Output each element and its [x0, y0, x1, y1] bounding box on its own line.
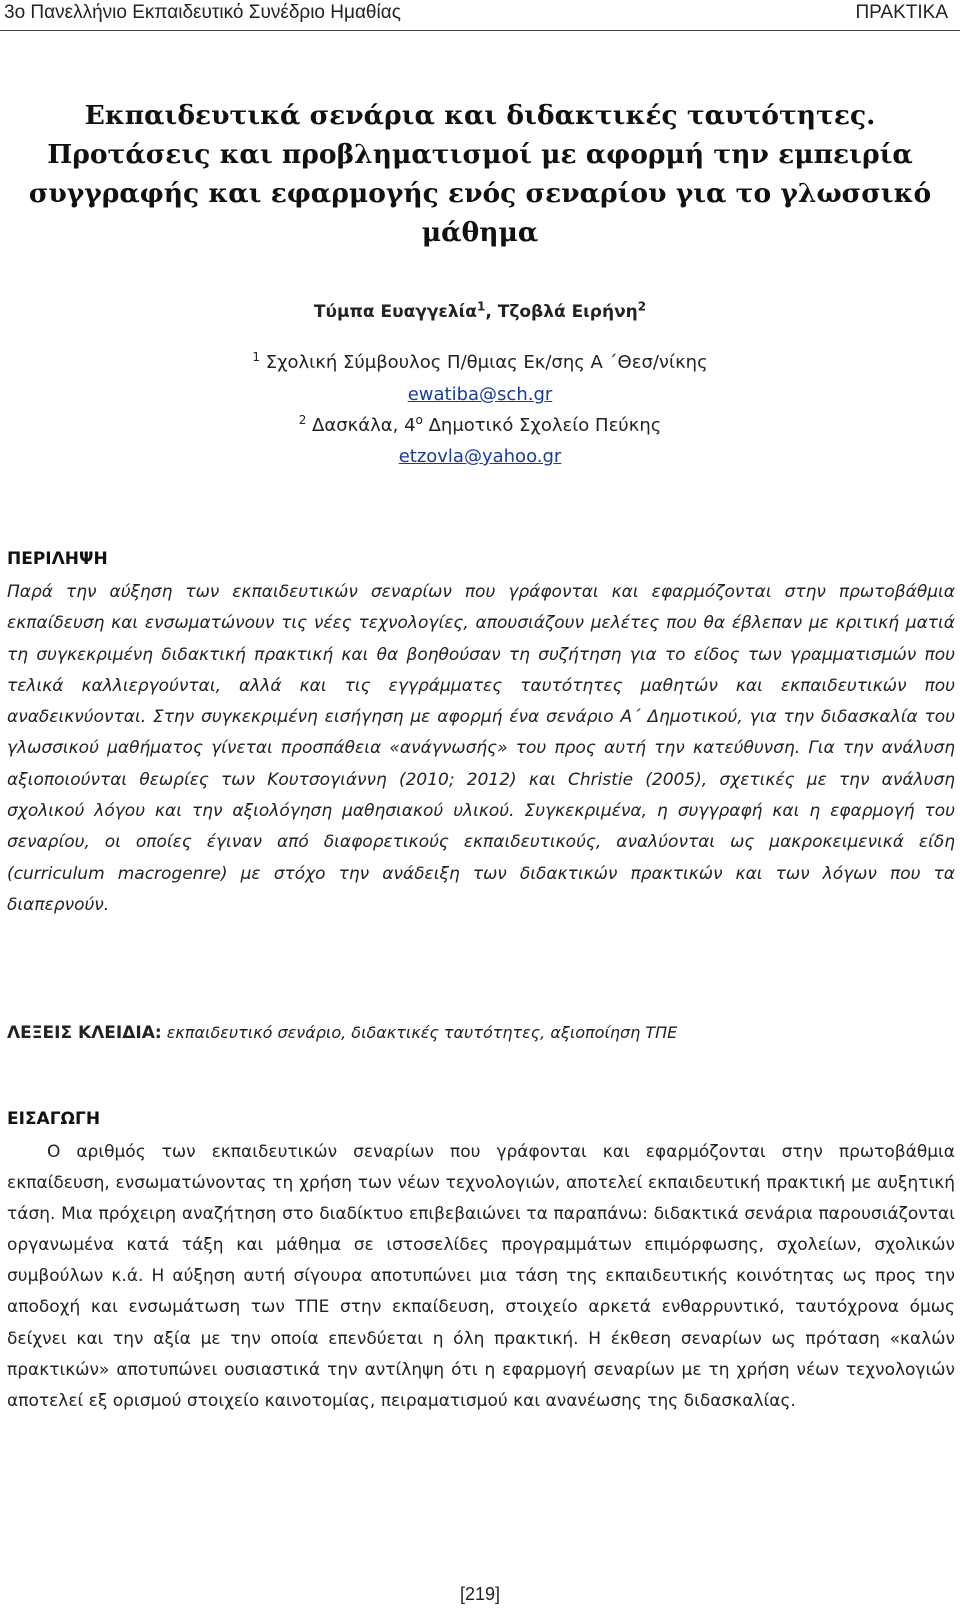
title-line-2: Προτάσεις και προβληματισμοί με αφορμή την εμπειρία — [47, 139, 913, 170]
author-1-marker: 1 — [476, 299, 486, 314]
keywords-label: ΛΕΞΕΙΣ ΚΛΕΙΔΙΑ: — [7, 1023, 162, 1043]
paper-title — [0, 96, 960, 252]
author-2: Τζοβλά Ειρήνη — [497, 302, 638, 322]
affiliation-2 — [0, 415, 960, 436]
abstract-heading: ΠΕΡΙΛΗΨΗ — [7, 549, 108, 569]
email-1-link[interactable]: ewatiba@sch.gr — [407, 384, 553, 405]
affiliation-2-text-b: Δημοτικό Σχολείο Πεύκης — [422, 415, 662, 436]
proceedings-label: ΠΡΑΚΤΙΚΑ — [855, 2, 948, 23]
keywords-text: εκπαιδευτικό σενάριο, διδακτικές ταυτότητες, αξιοποίηση ΤΠΕ — [161, 1023, 678, 1042]
affiliation-2-text-a: Δασκάλα, 4 — [306, 415, 416, 436]
page-number: [219] — [459, 1584, 501, 1604]
abstract-text: Παρά την αύξηση των εκπαιδευτικών σεναρίων που γράφονται και εφαρμόζονται στην πρωτοβάθμια εκπαίδευση και ενσωματώνουν τις νέες τεχνολογίες, απουσιάζουν μελέτες που θα έβλεπαν με κριτική ματιά τη συγκεκριμένη διδακτική πρακτική και θα βοηθούσαν τη συζήτηση για το είδος των γραμματισμών που τελικά καλλιεργούνται, αλλά και τις εγγράμματες ταυτότητες μαθητών και εκπαιδευτικών που αναδεικνύονται. Στην συγκεκριμένη εισήγηση με αφορμή ένα σενάριο Α΄ Δημοτικού, για την διδασκαλία του γλωσσικού μαθήματος γίνεται προσπάθεια «ανάγνωσής» του προς αυτή την κατεύθυνση. Για την ανάλυση αξιοποιούνται θεωρίες των Κουτσογιάννη (2010; 2012) και Christie (2005), σχετικές με την ανάλυση σχολικού λόγου και την αξιολόγηση μαθησιακού υλικού. Συγκεκριμένα, η συγγραφή και η εφαρμογή του σεναρίου, οι οποίες έγιναν από διαφορετικούς εκπαιδευτικούς, αναλύονται ως μακροκειμενικά είδη (curriculum macrogenre) με στόχο την ανάδειξη των διδακτικών πρακτικών και των λόγων που τα διαπερνούν. — [7, 582, 955, 915]
introduction-heading: ΕΙΣΑΓΩΓΗ — [7, 1109, 101, 1129]
running-header — [0, 0, 960, 31]
conference-name: 3ο Πανελλήνιο Εκπαιδευτικό Συνέδριο Ημαθίας — [4, 2, 401, 23]
affiliation-2-marker: 2 — [298, 413, 307, 427]
introduction-text: Ο αριθμός των εκπαιδευτικών σεναρίων που γράφονται και εφαρμόζονται στην πρωτοβάθμια εκπαίδευση, ενσωματώνοντας τη χρήση των νέων τεχνολογιών, αποτελεί εκπαιδευτική πρακτική με αυξητική τάση. Μια πρόχειρη αναζήτηση στο διαδίκτυο επιβεβαιώνει τα παραπάνω: διδακτικά σενάρια παρουσιάζονται οργανωμένα κατά τάξη και μάθημα σε ιστοσελίδες προγραμμάτων επιμόρφωσης, σχολείων, σχολικών συμβούλων κ.ά. Η αύξηση αυτή σίγουρα αποτυπώνει μια τάση της εκπαιδευτικής κοινότητας ως προς την αποδοχή και ενσωμάτωση των ΤΠΕ στην εκπαίδευση, στοιχείο αρκετά ενθαρρυντικό, ταυτόχρονα όμως δείχνει και την αξία με την οποία επενδύεται η όλη πρακτική. Η έκθεση σεναρίων ως πρόταση «καλών πρακτικών» αποτυπώνει ουσιαστικά την αντίληψη ότι η εφαρμογή σεναρίων με τη χρήση νέων τεχνολογιών αποτελεί εξ ορισμού στοιχείο καινοτομίας, πειραματισμού και ανανέωσης της διδασκαλίας. — [7, 1142, 955, 1411]
affiliation-1 — [0, 352, 960, 373]
affiliation-1-text: Σχολική Σύμβουλος Π/θμιας Εκ/σης Α ΄Θεσ/νίκης — [259, 352, 708, 373]
email-1-line — [0, 384, 960, 405]
keywords-line — [7, 1023, 955, 1043]
email-2-link[interactable]: etzovla@yahoo.gr — [398, 446, 562, 467]
affiliation-1-marker: 1 — [252, 350, 260, 364]
title-line-4: μάθημα — [421, 217, 539, 248]
author-2-marker: 2 — [637, 299, 647, 314]
ordinal-marker: ο — [415, 413, 423, 427]
title-line-1: Εκπαιδευτικά σενάρια και διδακτικές ταυτότητες. — [84, 100, 876, 131]
author-separator: , — [485, 302, 498, 322]
author-1: Τύμπα Ευαγγελία — [313, 302, 477, 322]
title-line-3: συγγραφής και εφαρμογής ενός σεναρίου για το γλωσσικό — [28, 178, 932, 209]
author-list — [0, 299, 960, 322]
email-2-line — [0, 446, 960, 467]
